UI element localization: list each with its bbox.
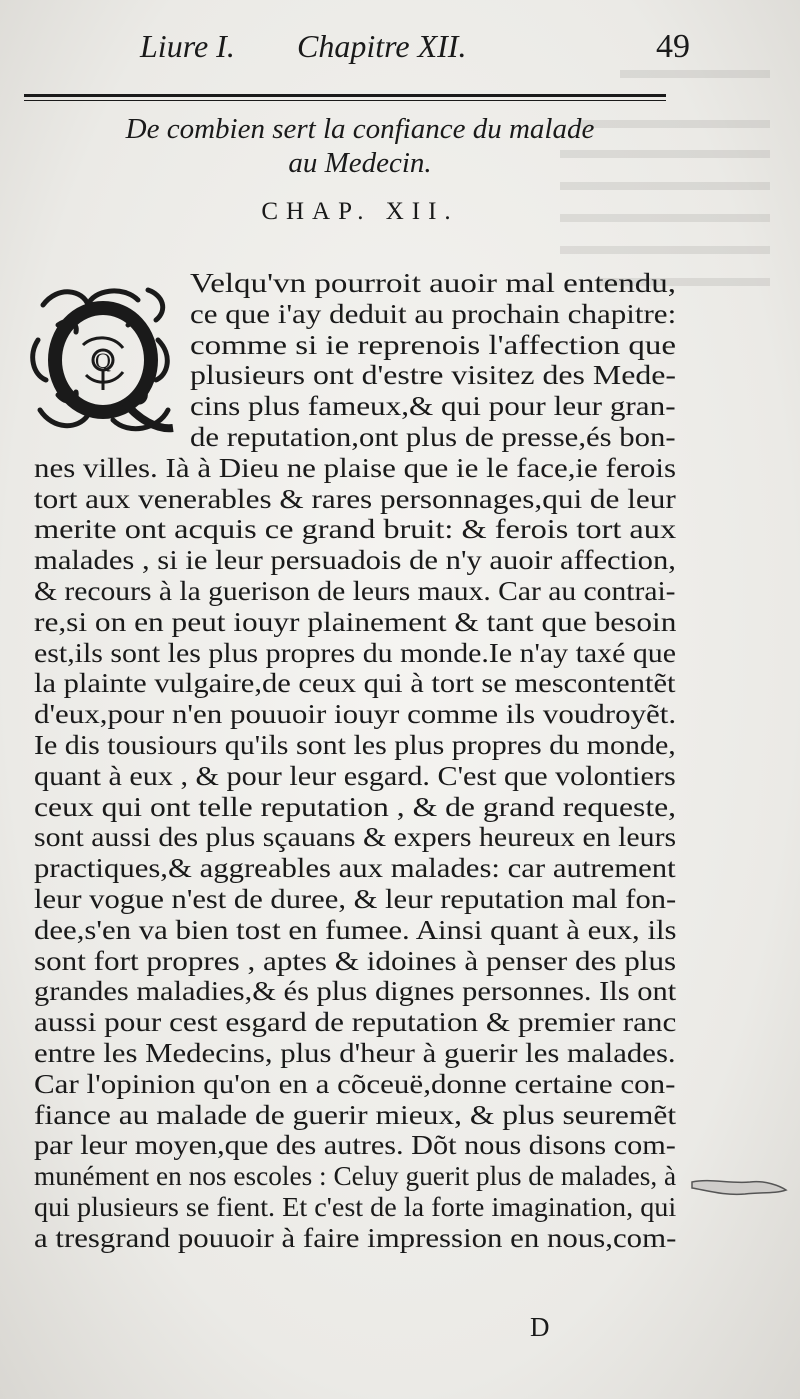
dropcap-letter: Q <box>95 348 111 373</box>
body-line: leur vogue n'est de duree, & leur reputation mal fon- <box>34 884 677 914</box>
body-line: ce que i'ay deduit au prochain chapitre: <box>190 298 677 329</box>
ink-smudge-mark <box>690 1170 790 1200</box>
header-rule <box>24 94 666 97</box>
body-line: & recours à la guerison de leurs maux. Car au contrai- <box>34 576 676 606</box>
body-line: sont aussi des plus sçauans & expers heureux en leurs <box>34 822 677 853</box>
body-line: cins plus fameux,& qui pour leur gran- <box>190 391 676 422</box>
body-line: merite ont acquis ce grand bruit: & ferois tort aux <box>34 514 677 545</box>
body-line: de reputation,ont plus de presse,és bon- <box>190 422 676 452</box>
body-line: Ie dis tousiours qu'ils sont les plus propres du monde, <box>34 730 676 760</box>
ornamental-initial-q <box>28 280 178 442</box>
catchword: D <box>530 1312 550 1342</box>
running-header <box>140 24 690 74</box>
body-line: ceux qui ont telle reputation , & de grand requeste, <box>34 791 677 822</box>
body-line: la plainte vulgaire,de ceux qui à tort se mescontentẽt <box>34 668 676 699</box>
body-line: entre les Medecins, plus d'heur à guerir les malades. <box>34 1038 676 1068</box>
body-line: plusieurs ont d'estre visitez des Mede- <box>190 360 677 391</box>
body-line: sont fort propres , aptes & idoines à penser des plus <box>34 945 677 976</box>
chapter-title-line-2: au Medecin. <box>288 147 432 179</box>
body-line: munément en nos escoles : Celuy guerit plus de malades, à <box>34 1161 677 1192</box>
chapter-title-line-1: De combien sert la confiance du malade <box>125 113 595 145</box>
body-line: aussi pour cest esgard de reputation & premier ranc <box>34 1007 677 1038</box>
chapter-label: Chapitre XII. <box>297 28 467 64</box>
body-line: grandes maladies,& és plus dignes personnes. Ils ont <box>34 976 677 1007</box>
body-line: Velqu'vn pourroit auoir mal entendu, <box>190 268 677 298</box>
body-line: d'eux,pour n'en pouuoir iouyr comme ils voudroyẽt. <box>34 699 677 730</box>
body-line: tort aux venerables & rares personnages,qui de leur <box>34 483 676 514</box>
chapter-number: CHAP. XII. <box>261 198 459 225</box>
body-line: fiance au malade de guerir mieux, & plus seuremẽt <box>34 1099 677 1130</box>
page-number: 49 <box>656 28 690 65</box>
body-line: comme si ie reprenois l'affection que <box>190 329 676 360</box>
header-rule-thin <box>24 100 666 101</box>
body-line: Car l'opinion qu'on en a cõceuë,donne certaine con- <box>34 1068 676 1099</box>
body-line: re,si on en peut iouyr plainement & tant que besoin <box>34 606 677 637</box>
body-line: malades , si ie leur persuadois de n'y auoir affection, <box>34 545 676 576</box>
body-line: a tresgrand pouuoir à faire impression en nous,com- <box>34 1222 677 1253</box>
body-line: dee,s'en va bien tost en fumee. Ainsi quant à eux, ils <box>34 914 677 945</box>
body-line: qui plusieurs se fient. Et c'est de la forte imagination, qui <box>34 1192 677 1222</box>
body-line: nes villes. Ià à Dieu ne plaise que ie le face,ie ferois <box>34 452 676 483</box>
body-line: est,ils sont les plus propres du monde.Ie n'ay taxé que <box>34 637 677 668</box>
book-label: Liure I. <box>140 28 235 64</box>
body-line: quant à eux , & pour leur esgard. C'est que volontiers <box>34 760 676 791</box>
body-line: practiques,& aggreables aux malades: car autrement <box>34 853 676 884</box>
body-line: par leur moyen,que des autres. Dõt nous disons com- <box>34 1130 676 1161</box>
